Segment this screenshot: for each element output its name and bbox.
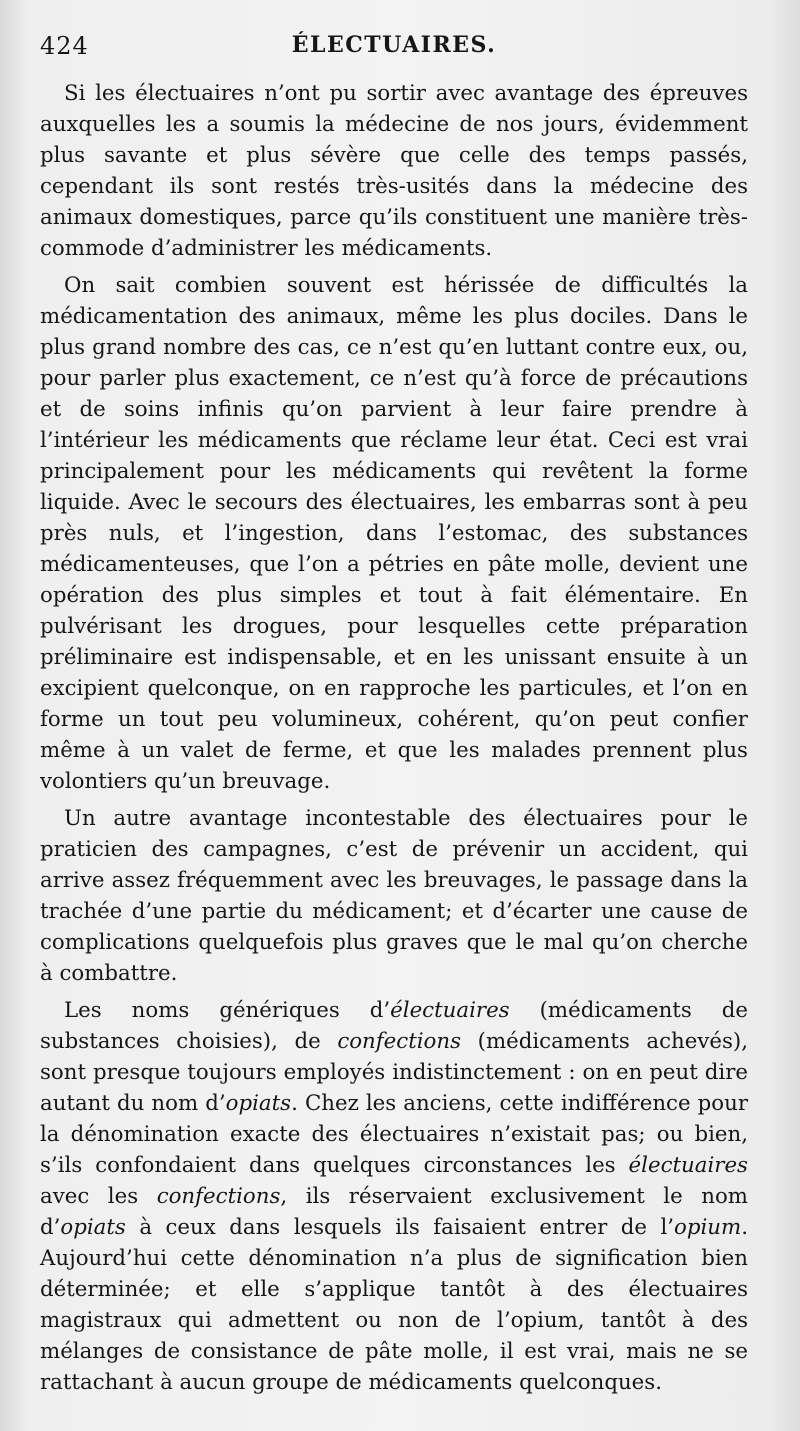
italic-term: opium xyxy=(674,1215,742,1240)
italic-term: confections xyxy=(337,1029,462,1054)
text-run: à ceux dans lesquels ils faisaient entrer de l’ xyxy=(125,1215,675,1240)
text-run: Les noms génériques d’ xyxy=(64,998,391,1023)
body-text xyxy=(40,78,748,1398)
paragraph xyxy=(40,995,748,1398)
italic-term: électuaires xyxy=(628,1153,748,1178)
running-title: ÉLECTUAIRES. xyxy=(291,32,497,58)
text-run: . Aujourd’hui cette dénomination n’a plus de signification bien déterminée; et elle s’applique tantôt à des électuaires magistraux qui admettent ou non de l’opium, tantôt à des mélanges de consistance de pâte molle, il est vrai, mais ne se rattachant à aucun groupe de médicaments quelconques. xyxy=(40,1215,748,1395)
text-run: Si les électuaires n’ont pu sortir avec avantage des épreuves auxquelles les a soumis la médecine de nos jours, évidemment plus savante et plus sévère que celle des temps passés, cependant ils sont restés très-usités dans la médecine des animaux domestiques, parce qu’ils constituent une manière très-commode d’administrer les médicaments. xyxy=(40,81,748,261)
text-run: avec les xyxy=(40,1184,157,1209)
paragraph xyxy=(40,270,748,797)
text-run: Un autre avantage incontestable des électuaires pour le praticien des campagnes, c’est de prévenir un accident, qui arrive assez fréquemment avec les breuvages, le passage dans la trachée d’une partie du médicament; et d’écarter une cause de complications quelquefois plus graves que le mal qu’on cherche à combattre. xyxy=(40,806,748,986)
italic-term: opiats xyxy=(225,1091,292,1116)
paragraph xyxy=(40,78,748,264)
paragraph xyxy=(40,803,748,989)
italic-term: électuaires xyxy=(390,998,510,1023)
text-run: (médicaments de substances choisies), de xyxy=(40,998,749,1054)
italic-term: confections xyxy=(156,1184,281,1209)
italic-term: opiats xyxy=(60,1215,126,1240)
text-run: , ils réservaient exclusivement le nom d’ xyxy=(40,1184,748,1240)
text-run: . Chez les anciens, cette indifférence pour la dénomination exacte des électuaires n’existait pas; ou bien, s’ils confondaient dans quelques circonstances les xyxy=(40,1091,748,1178)
text-run: On sait combien souvent est hérissée de difficultés la médicamentation des animaux, même les plus dociles. Dans le plus grand nombre des cas, ce n’est qu’en luttant contre eux, ou, pour parler plus exactement, ce n’est qu’à force de précautions et de soins infinis qu’on parvient à leur faire prendre à l’intérieur les médicaments que réclame leur état. Ceci est vrai principalement pour les médicaments qui revêtent la forme liquide. Avec le secours des électuaires, les embarras sont à peu près nuls, et l’ingestion, dans l’estomac, des substances médicamenteuses, que l’on a pétries en pâte molle, devient une opération des plus simples et tout à fait élémentaire. En pulvérisant les drogues, pour lesquelles cette préparation préliminaire est indispensable, et en les unissant ensuite à un excipient quelconque, on en rapproche les particules, et l’on en forme un tout peu volumineux, cohérent, qu’on peut confier même à un valet de ferme, et que les malades prennent plus volontiers qu’un breuvage. xyxy=(40,273,748,794)
running-head xyxy=(40,28,748,68)
text-run: (médicaments achevés), sont presque toujours employés indistinctement : on en peut dire autant du nom d’ xyxy=(40,1029,748,1116)
page-number: 424 xyxy=(40,32,89,60)
